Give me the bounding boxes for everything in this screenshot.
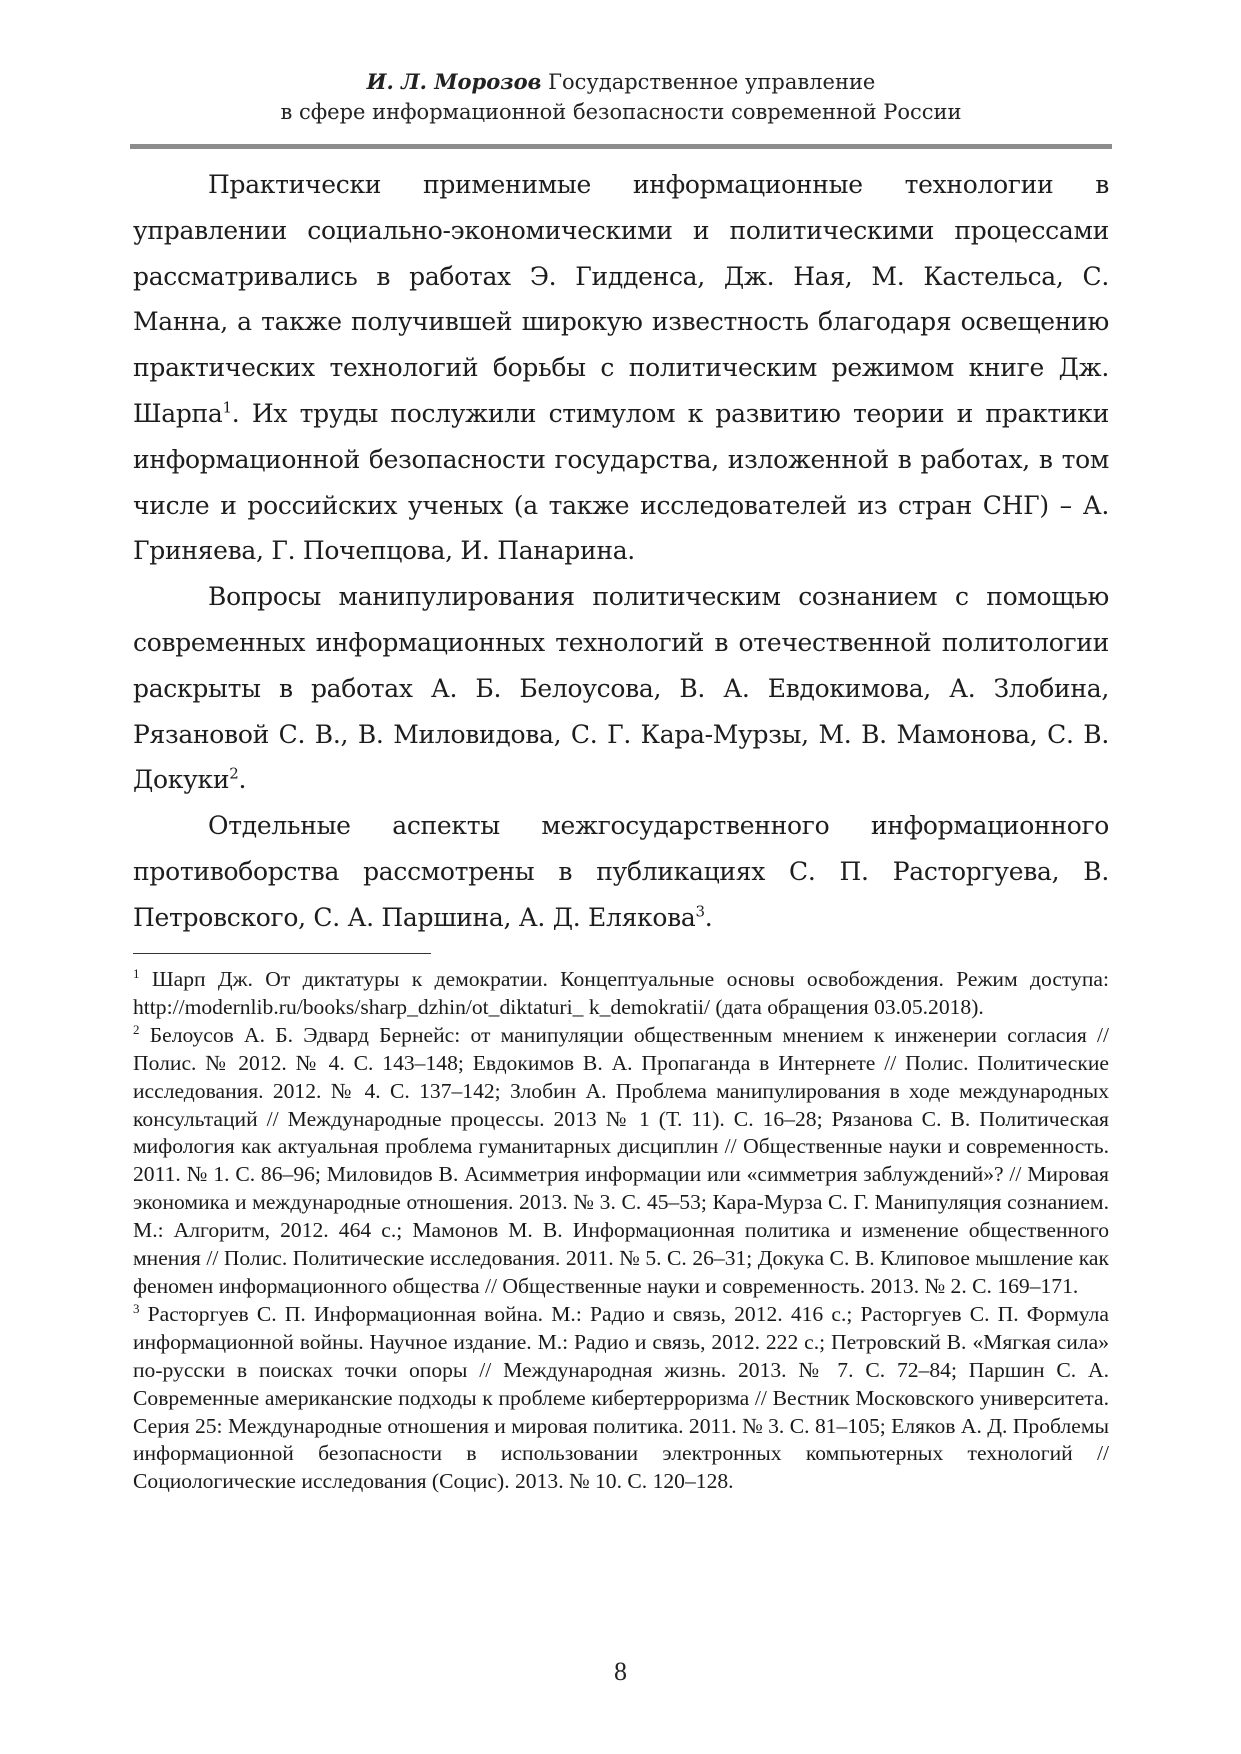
running-header: [130, 67, 1112, 127]
footnote-number-1: 1: [133, 965, 140, 981]
paragraph-3: [133, 803, 1109, 940]
footnotes: [133, 966, 1109, 1496]
footnote-separator: [133, 953, 431, 954]
header-divider: [130, 144, 1112, 149]
paragraph-2-text-b: .: [238, 765, 247, 795]
footnote-number-3: 3: [133, 1300, 140, 1316]
header-line-1: [130, 67, 1112, 97]
footnote-2: [133, 1022, 1109, 1301]
paragraph-3-text-b: .: [704, 902, 713, 932]
footnote-text-1: Шарп Дж. От диктатуры к демократии. Концептуальные основы освобождения. Режим доступа: http://modernlib.ru/books/sharp_dzhin/ot_diktaturi_ k_demokratii/ (дата обращения 03.05.2018).: [133, 967, 1109, 1019]
footnote-ref-3[interactable]: 3: [695, 902, 705, 921]
header-author: И. Л. Морозов: [366, 69, 542, 94]
paragraph-1-text-b: . Их труды послужили стимулом к развитию теории и практики информационной безопасности государства, изложенной в работах, в том числе и российских ученых (а также исследователей из стран СНГ) – А. Гриняева, Г. Почепцова, И. Панарина.: [133, 398, 1109, 566]
footnote-ref-1[interactable]: 1: [222, 398, 232, 417]
paragraph-1: [133, 162, 1109, 574]
footnote-3: [133, 1301, 1109, 1496]
paragraph-2: [133, 574, 1109, 803]
footnote-number-2: 2: [133, 1021, 140, 1037]
page-number: 8: [614, 1657, 627, 1686]
header-title-line-1: Государственное управление: [548, 70, 876, 94]
header-title-line-2: в сфере информационной безопасности современной России: [280, 100, 962, 124]
main-text: [133, 162, 1109, 941]
footnote-text-3: Расторгуев С. П. Информационная война. М.: Радио и связь, 2012. 416 с.; Расторгуев С. П. Формула информационной войны. Научное издание. М.: Радио и связь, 2012. 222 с.; Петровский В. «Мягкая сила» по-русски в поисках точки опоры // Международная жизнь. 2013. № 7. С. 72–84; Паршин С. А. Современные американские подходы к проблеме кибертерроризма // Вестник Московского университета. Серия 25: Международные отношения и мировая политика. 2011. № 3. С. 81–105; Еляков А. Д. Проблемы информационной безопасности в использовании электронных компьютерных технологий // Социологические исследования (Социс). 2013. № 10. С. 120–128.: [133, 1301, 1109, 1494]
paragraph-3-text-a: Отдельные аспекты межгосударственного информационного противоборства рассмотрены в публикациях С. П. Расторгуева, В. Петровского, С. А. Паршина, А. Д. Елякова: [133, 811, 1109, 932]
footnote-1: [133, 966, 1109, 1022]
paragraph-2-text-a: Вопросы манипулирования политическим сознанием с помощью современных информационных технологий в отечественной политологии раскрыты в работах А. Б. Белоусова, В. А. Евдокимова, А. Злобина, Рязановой С. В., В. Миловидова, С. Г. Кара-Мурзы, М. В. Мамонова, С. В. Докуки: [133, 582, 1109, 795]
paragraph-1-text-a: Практически применимые информационные технологии в управлении социально-экономическими и политическими процессами рассматривались в работах Э. Гидденса, Дж. Ная, М. Кастельса, С. Манна, а также получившей широкую известность благодаря освещению практических технологий борьбы с политическим режимом книге Дж. Шарпа: [133, 170, 1109, 428]
footnote-ref-2[interactable]: 2: [229, 765, 239, 784]
footnote-text-2: Белоусов А. Б. Эдвард Бернейс: от манипуляции общественным мнением к инженерии согласия // Полис. № 2012. № 4. С. 143–148; Евдокимов В. А. Пропаганда в Интернете // Полис. Политические исследования. 2012. № 4. С. 137–142; Злобин А. Проблема манипулирования в ходе международных консультаций // Международные процессы. 2013 № 1 (Т. 11). С. 16–28; Рязанова С. В. Политическая мифология как актуальная проблема гуманитарных дисциплин // Общественные науки и современность. 2011. № 1. С. 86–96; Миловидов В. Асимметрия информации или «симметрия заблуждений»? // Мировая экономика и международные отношения. 2013. № 3. С. 45–53; Кара-Мурза С. Г. Манипуляция сознанием. М.: Алгоритм, 2012. 464 с.; Мамонов М. В. Информационная политика и изменение общественного мнения // Полис. Политические исследования. 2011. № 5. С. 26–31; Докука С. В. Клиповое мышление как феномен информационного общества // Общественные науки и современность. 2013. № 2. С. 169–171.: [133, 1022, 1109, 1298]
